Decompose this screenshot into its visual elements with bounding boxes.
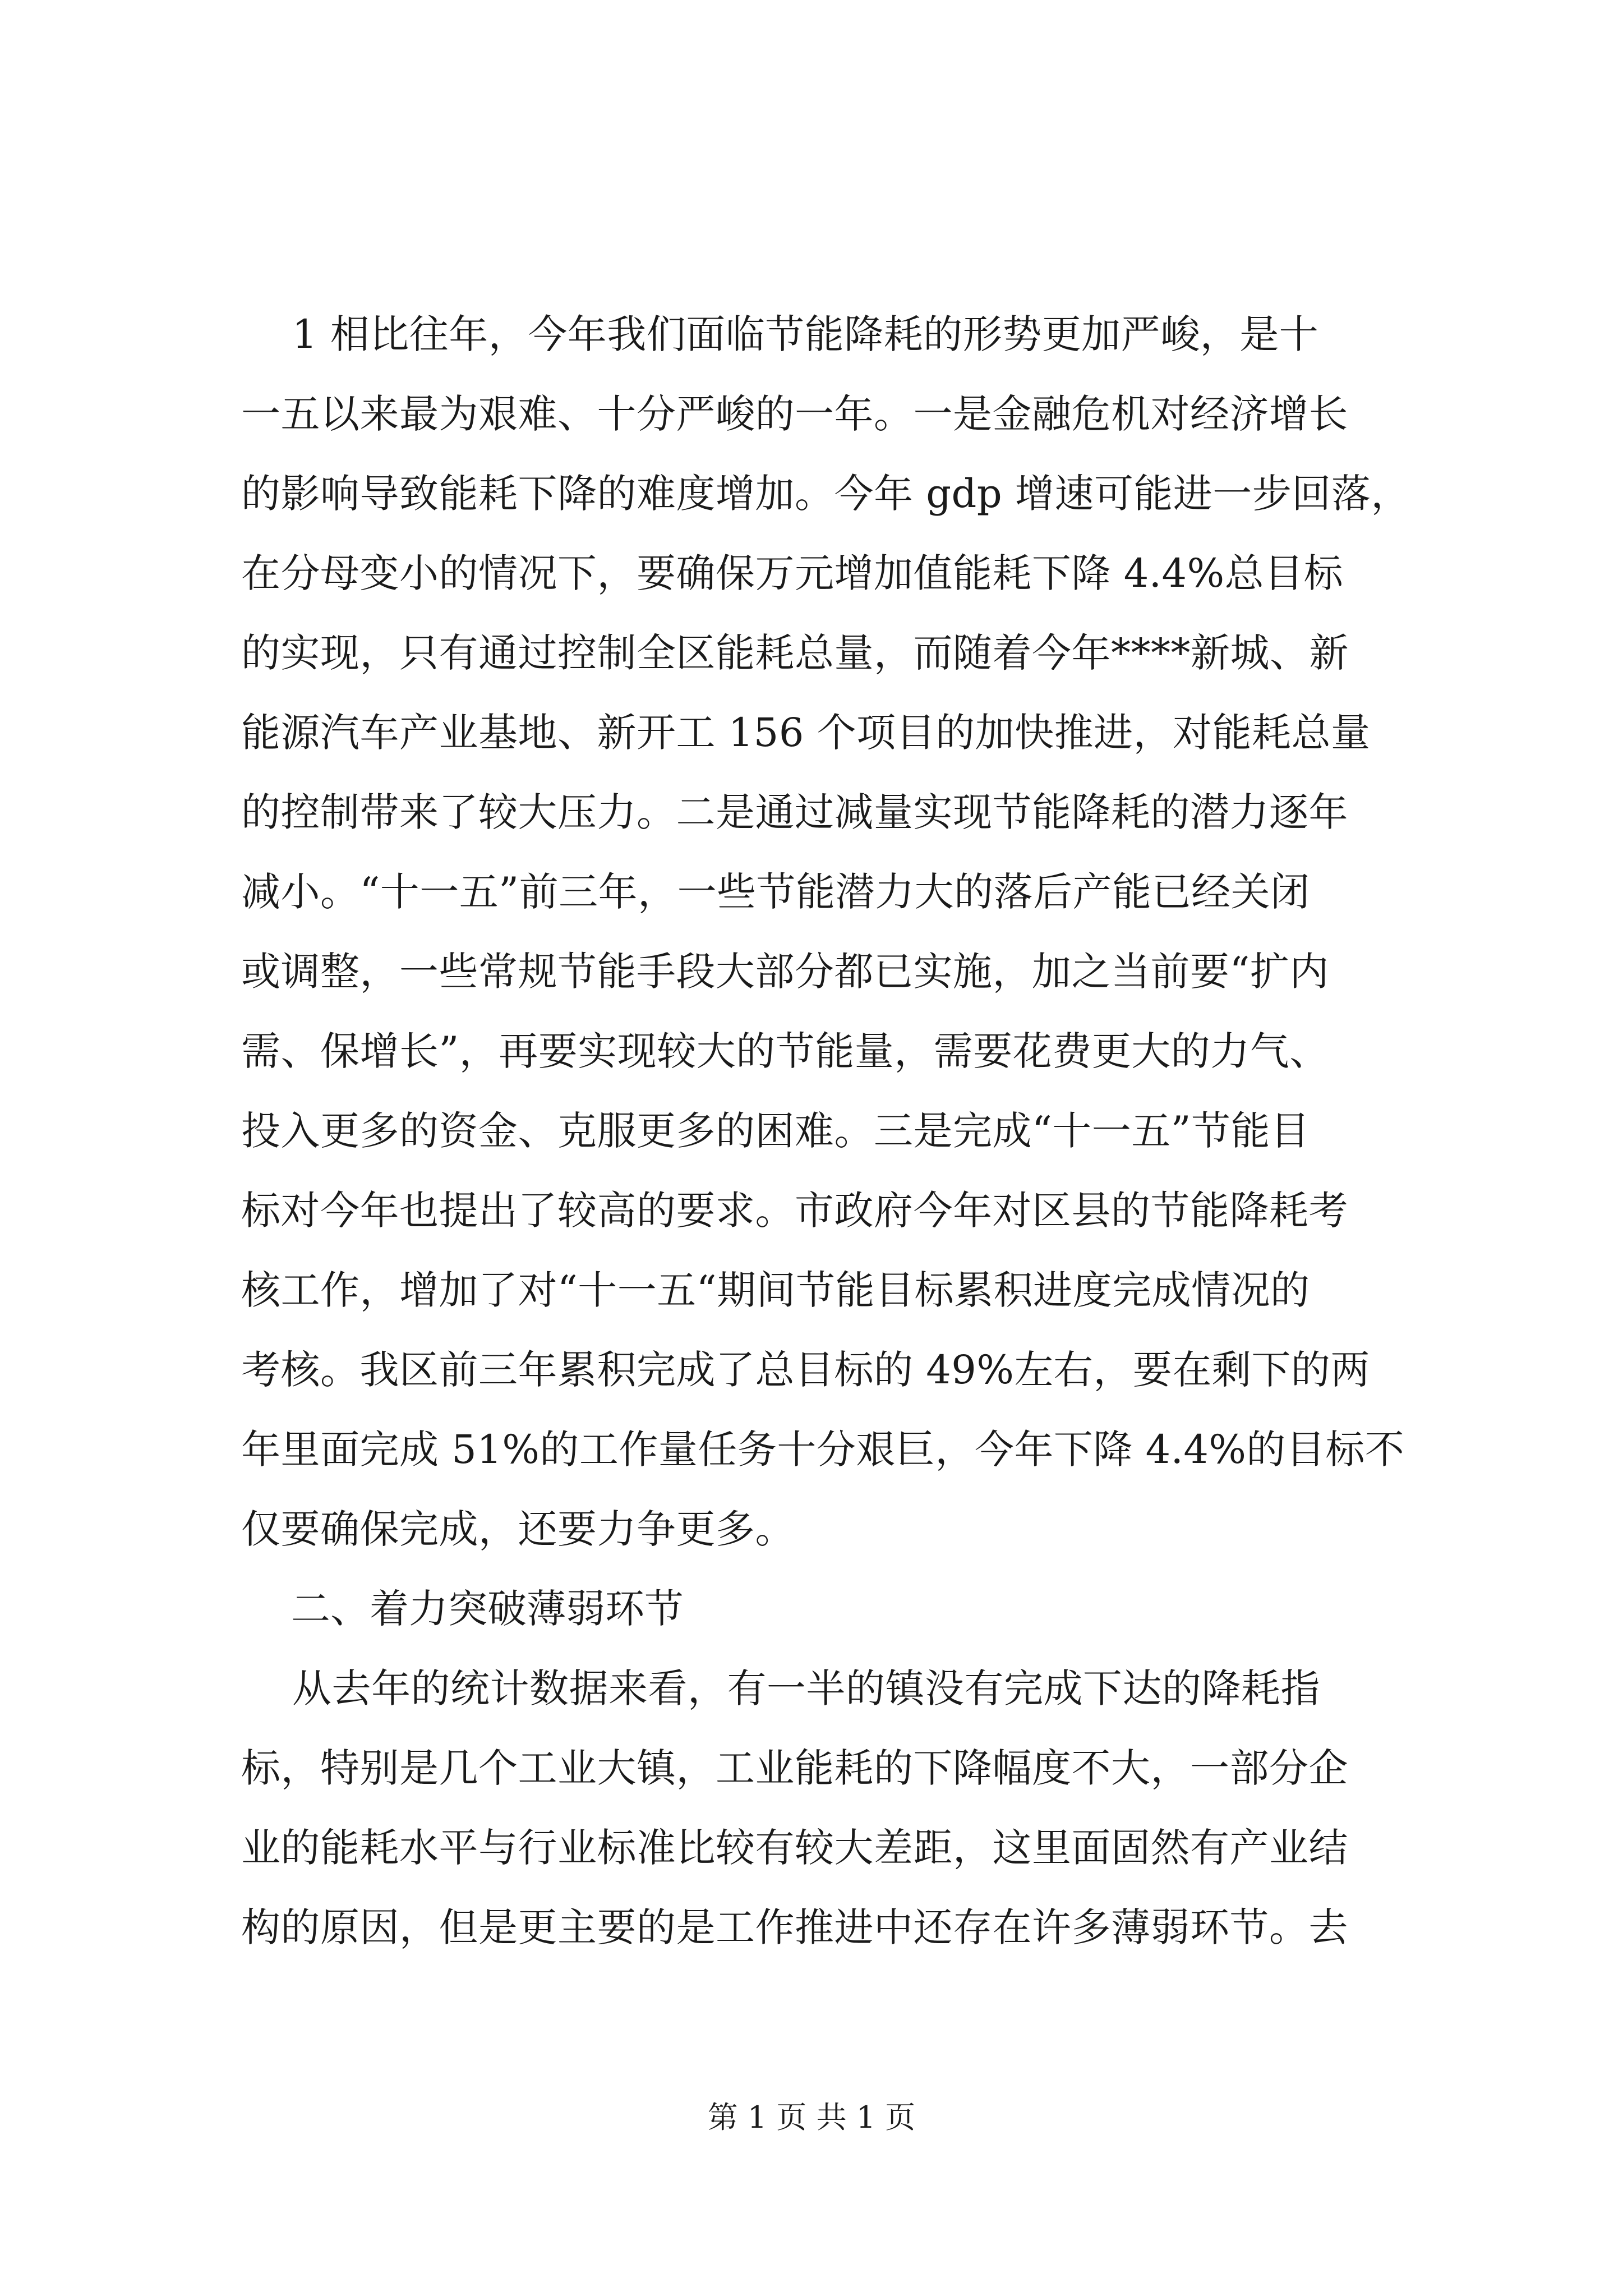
paragraph-line: 从去年的统计数据来看，有一半的镇没有完成下达的降耗指	[241, 1665, 1321, 1711]
paragraph-line: 的影响导致能耗下降的难度增加。今年 gdp 增速可能进一步回落，	[241, 471, 1410, 517]
paragraph-line: 减小。“十一五”前三年，一些节能潜力大的落后产能已经关闭	[241, 869, 1310, 915]
section-heading: 二、着力突破薄弱环节	[241, 1586, 684, 1632]
paragraph-line: 在分母变小的情况下，要确保万元增加值能耗下降 4.4%总目标	[241, 550, 1344, 596]
paragraph-line: 能源汽车产业基地、新开工 156 个项目的加快推进，对能耗总量	[241, 710, 1371, 756]
paragraph-line: 标，特别是几个工业大镇，工业能耗的下降幅度不大，一部分企	[241, 1745, 1348, 1791]
paragraph-line: 构的原因，但是更主要的是工作推进中还存在许多薄弱环节。去	[241, 1904, 1348, 1950]
paragraph-line: 年里面完成 51%的工作量任务十分艰巨，今年下降 4.4%的目标不	[241, 1427, 1405, 1473]
paragraph-2	[241, 1649, 1408, 1967]
paragraph-line: 仅要确保完成，还要力争更多。	[241, 1506, 795, 1552]
document-body	[241, 295, 1408, 1967]
paragraph-line: 或调整，一些常规节能手段大部分都已实施，加之当前要“扩内	[241, 949, 1329, 995]
paragraph-line: 一五以来最为艰难、十分严峻的一年。一是金融危机对经济增长	[241, 391, 1348, 437]
paragraph-line: 需、保增长”，再要实现较大的节能量，需要花费更大的力气、	[241, 1028, 1329, 1074]
paragraph-line: 业的能耗水平与行业标准比较有较大差距，这里面固然有产业结	[241, 1825, 1348, 1871]
paragraph-1	[241, 295, 1408, 1569]
paragraph-line: 考核。我区前三年累积完成了总目标的 49%左右，要在剩下的两	[241, 1347, 1370, 1393]
page-number-label: 第 1 页 共 1 页	[707, 2100, 916, 2135]
paragraph-line: 投入更多的资金、克服更多的困难。三是完成“十一五”节能目	[241, 1108, 1310, 1154]
paragraph-line: 1 相比往年，今年我们面临节能降耗的形势更加严峻，是十	[241, 311, 1319, 357]
paragraph-line: 标对今年也提出了较高的要求。市政府今年对区县的节能降耗考	[241, 1188, 1348, 1234]
paragraph-line: 的控制带来了较大压力。二是通过减量实现节能降耗的潜力逐年	[241, 789, 1348, 835]
paragraph-line: 的实现，只有通过控制全区能耗总量，而随着今年****新城、新	[241, 630, 1349, 676]
page-footer	[0, 2101, 1623, 2134]
paragraph-line: 核工作，增加了对“十一五“期间节能目标累积进度完成情况的	[241, 1267, 1310, 1313]
